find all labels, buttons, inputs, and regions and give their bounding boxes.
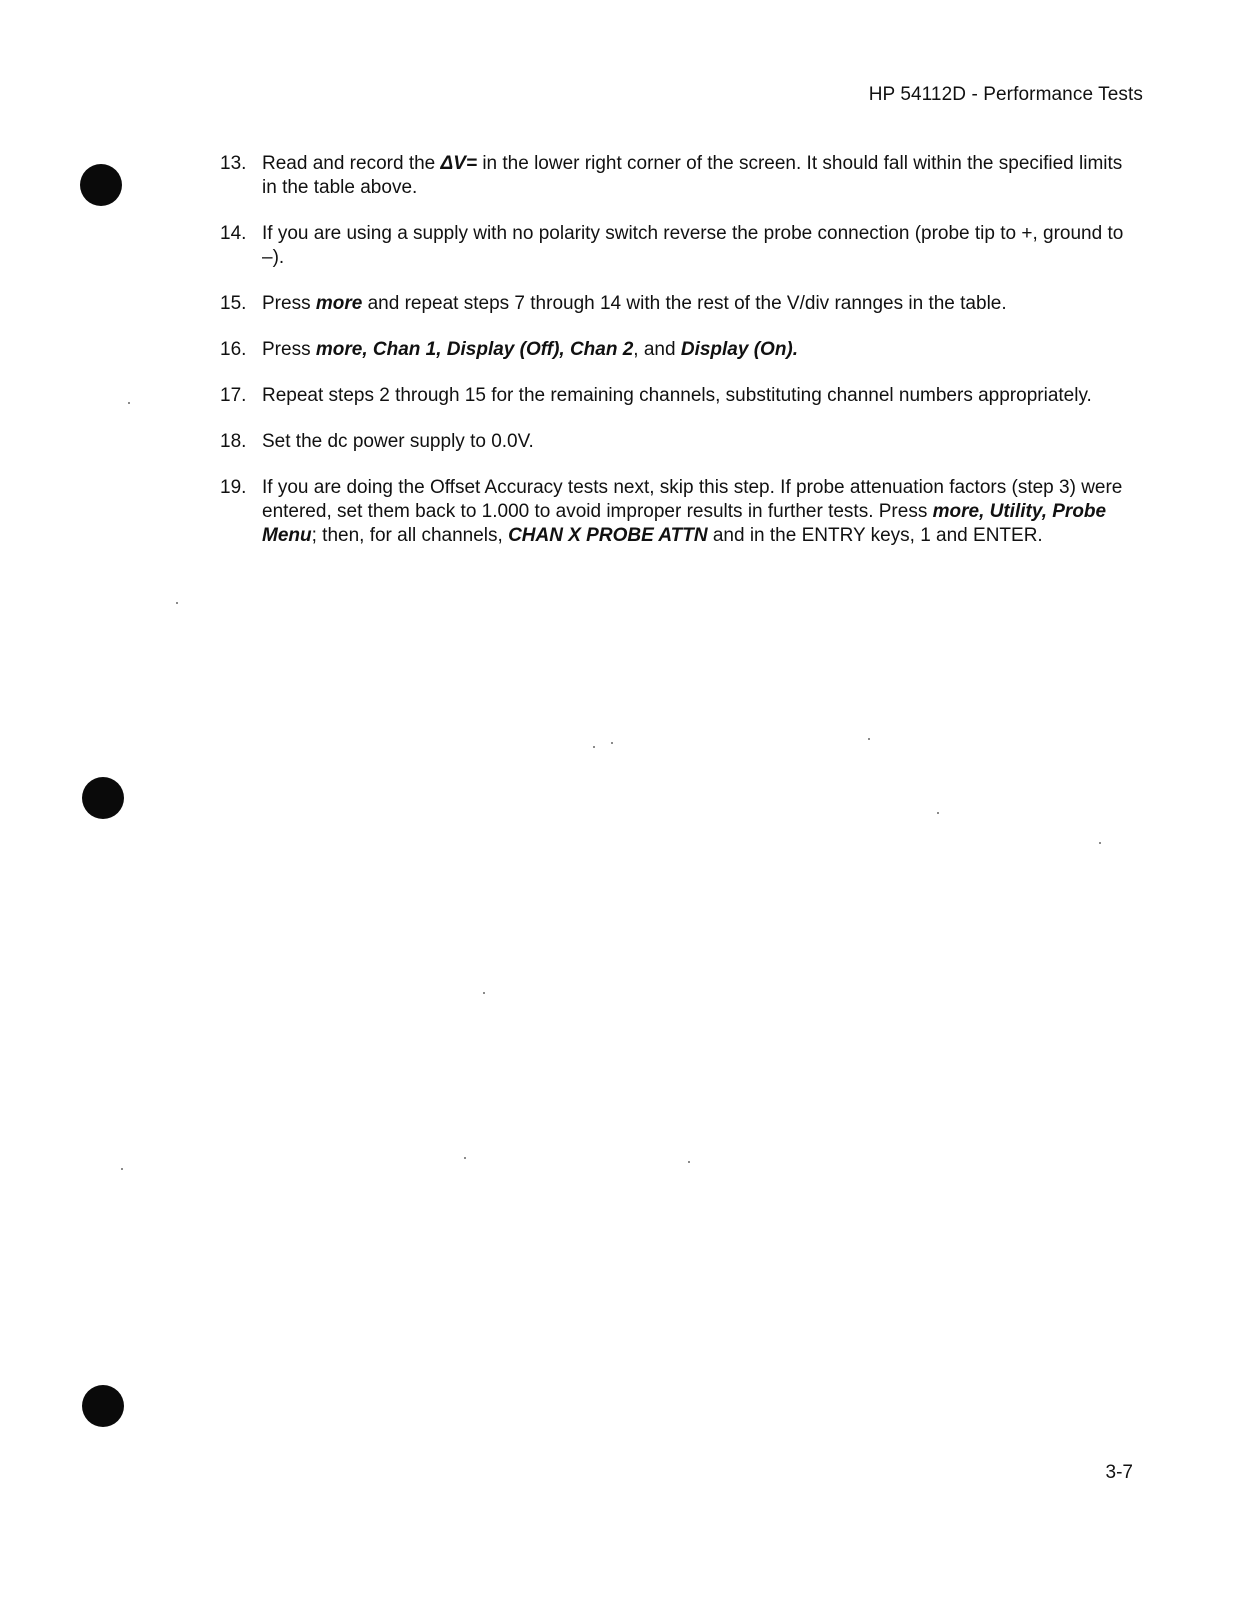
step-text: If you are using a supply with no polarity switch reverse the probe connection (probe tip to +, ground to –). — [262, 223, 1124, 268]
step-number: 15. — [220, 293, 247, 314]
step-text-part: ; then, for all channels, — [311, 525, 509, 546]
procedure-steps-list — [220, 152, 1140, 570]
step-text-part: Read and record the — [262, 153, 441, 174]
step-text-part: Press — [262, 339, 316, 360]
step-17 — [220, 384, 1140, 408]
softkey-more: more — [315, 293, 363, 314]
step-text-part: in the lower right corner of the screen. It should fall within the specified limits in the table above. — [262, 153, 1123, 198]
step-text-part: and repeat steps 7 through 14 with the rest of the V/div rannges in the table. — [362, 293, 1007, 314]
step-text — [262, 292, 1140, 316]
step-13 — [220, 152, 1140, 200]
scan-speck — [611, 742, 613, 744]
step-text: Set the dc power supply to 0.0V. — [262, 431, 534, 452]
binder-hole-top — [80, 164, 122, 206]
binder-hole-middle — [82, 777, 124, 819]
step-text — [262, 152, 1140, 200]
step-text — [262, 476, 1140, 548]
softkey-sequence: more, Chan 1, Display (Off), Chan 2 — [315, 339, 634, 360]
scan-speck — [868, 738, 870, 740]
step-number: 13. — [220, 153, 247, 174]
step-number: 19. — [220, 477, 247, 498]
softkey-display-on: Display (On). — [680, 339, 799, 360]
delta-v-readout-label: ΔV= — [440, 153, 478, 174]
binder-hole-bottom — [82, 1385, 124, 1427]
step-18 — [220, 430, 1140, 454]
step-text-part: , and — [633, 339, 681, 360]
step-text-part: Press — [262, 293, 316, 314]
page-header-title: HP 54112D - Performance Tests — [868, 84, 1143, 105]
scan-speck — [483, 992, 485, 994]
step-text — [262, 338, 1140, 362]
scan-speck — [176, 602, 178, 604]
step-number: 16. — [220, 339, 247, 360]
step-16 — [220, 338, 1140, 362]
scan-speck — [121, 1168, 123, 1170]
scan-speck — [937, 812, 939, 814]
softkey-sequence: more, Utility, Probe Menu — [262, 501, 1107, 546]
step-15 — [220, 292, 1140, 316]
scan-speck — [593, 746, 595, 748]
step-text: Repeat steps 2 through 15 for the remaining channels, substituting channel numbers appropriately. — [262, 385, 1092, 406]
step-number: 17. — [220, 385, 247, 406]
scan-speck — [688, 1161, 690, 1163]
scan-speck — [464, 1157, 466, 1159]
step-14 — [220, 222, 1140, 270]
step-19 — [220, 476, 1140, 548]
page-number: 3-7 — [1105, 1462, 1133, 1483]
scan-speck — [1099, 842, 1101, 844]
step-number: 18. — [220, 431, 247, 452]
scan-speck — [128, 402, 130, 404]
softkey-chan-probe-attn: CHAN X PROBE ATTN — [508, 525, 708, 546]
step-number: 14. — [220, 223, 247, 244]
step-text-part: and in the ENTRY keys, 1 and ENTER. — [707, 525, 1043, 546]
step-text-part: If you are doing the Offset Accuracy tests next, skip this step. If probe attenuation factors (step 3) were entered, set them back to 1.000 to avoid improper results in further tests. Press — [262, 477, 1123, 522]
